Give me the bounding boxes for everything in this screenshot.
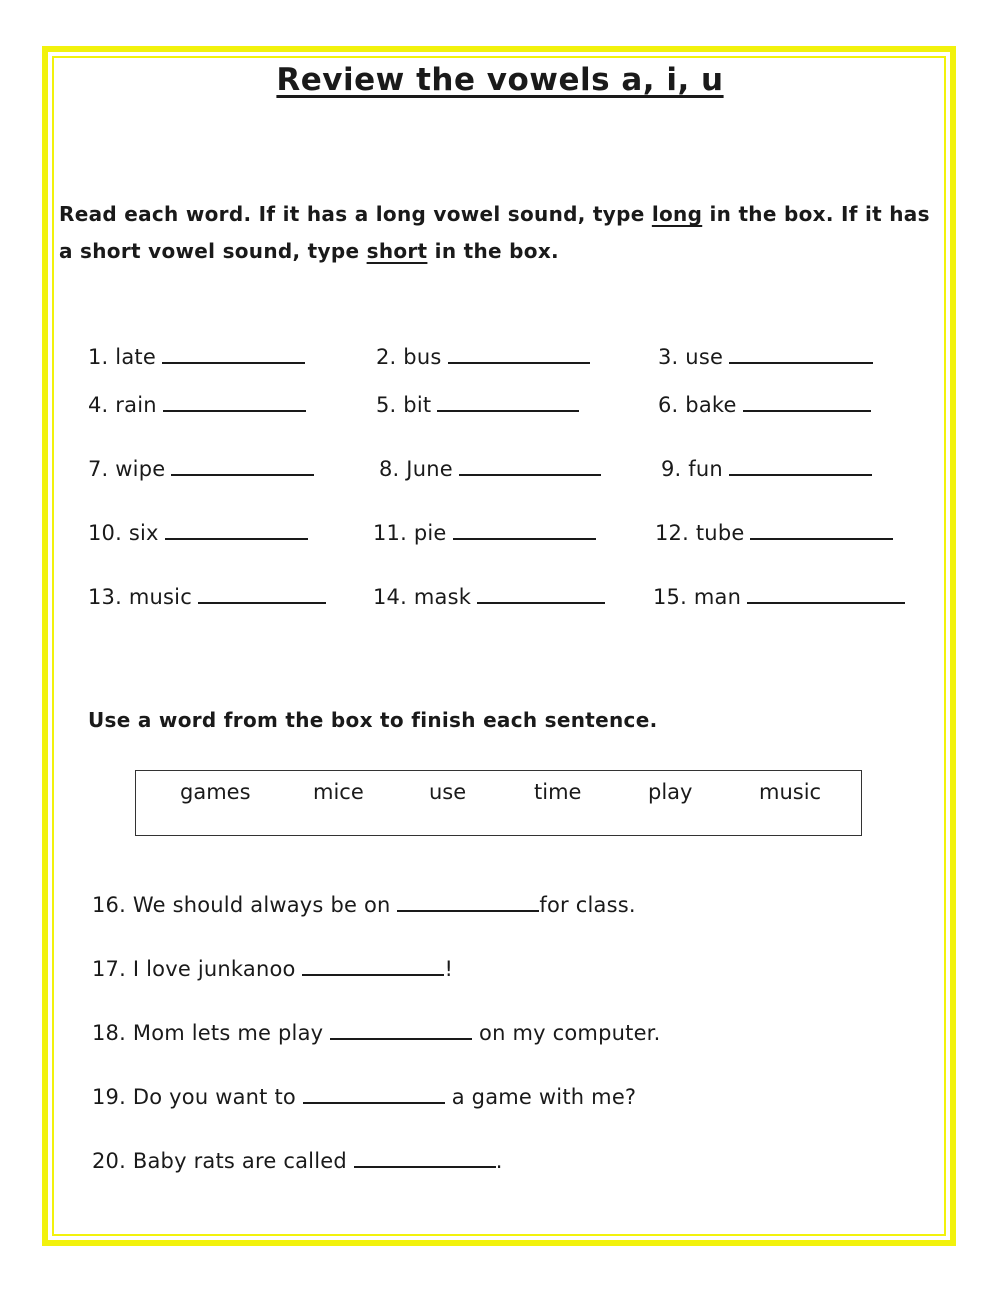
answer-blank-12[interactable] — [750, 518, 893, 540]
word-item-12 — [655, 518, 893, 545]
word-item-8 — [379, 454, 601, 481]
sentence-after: a game with me? — [444, 1085, 637, 1109]
sentence-after: . — [495, 1149, 503, 1173]
word-label: 1. late — [88, 345, 156, 369]
answer-blank-2[interactable] — [448, 342, 590, 364]
sentence-17 — [92, 954, 453, 981]
answer-blank-8[interactable] — [459, 454, 601, 476]
word-item-13 — [88, 582, 326, 609]
instructions-short: short — [366, 239, 428, 263]
word-bank-item: play — [648, 780, 693, 804]
sentence-before: 19. Do you want to — [92, 1085, 303, 1109]
sentence-18 — [92, 1018, 660, 1045]
sentence-before: 16. We should always be on — [92, 893, 398, 917]
instructions-long: long — [651, 202, 703, 226]
word-item-9 — [661, 454, 872, 481]
word-item-10 — [88, 518, 308, 545]
sentence-blank-17[interactable] — [302, 954, 444, 976]
answer-blank-9[interactable] — [729, 454, 872, 476]
word-label: 7. wipe — [88, 457, 166, 481]
sentence-after: for class. — [539, 893, 636, 917]
sentence-before: 18. Mom lets me play — [92, 1021, 331, 1045]
word-bank-item: music — [759, 780, 822, 804]
word-item-6 — [658, 390, 871, 417]
instructions-text-2: in the box. If it has — [702, 202, 930, 226]
word-bank-item: mice — [313, 780, 364, 804]
word-label: 12. tube — [655, 521, 745, 545]
section-2-instruction: Use a word from the box to finish each sentence. — [88, 708, 658, 732]
sentence-after: on my computer. — [472, 1021, 661, 1045]
sentence-19 — [92, 1082, 636, 1109]
sentence-blank-19[interactable] — [303, 1082, 445, 1104]
sentence-blank-20[interactable] — [354, 1146, 496, 1168]
instructions — [59, 196, 939, 270]
word-item-11 — [373, 518, 596, 545]
word-label: 14. mask — [373, 585, 472, 609]
word-label: 8. June — [379, 457, 453, 481]
word-label: 10. six — [88, 521, 159, 545]
word-label: 11. pie — [373, 521, 447, 545]
answer-blank-6[interactable] — [743, 390, 871, 412]
word-label: 3. use — [658, 345, 724, 369]
sentence-16 — [92, 890, 636, 917]
word-bank-item: time — [534, 780, 582, 804]
page-title: Review the vowels a, i, u — [276, 62, 724, 98]
word-label: 13. music — [88, 585, 192, 609]
word-item-1 — [88, 342, 305, 369]
word-item-14 — [373, 582, 605, 609]
sentence-20 — [92, 1146, 503, 1173]
word-bank-item: use — [429, 780, 467, 804]
sentence-blank-16[interactable] — [397, 890, 539, 912]
word-bank-item: games — [180, 780, 251, 804]
word-item-7 — [88, 454, 314, 481]
answer-blank-10[interactable] — [165, 518, 308, 540]
sentence-before: 20. Baby rats are called — [92, 1149, 354, 1173]
answer-blank-15[interactable] — [747, 582, 905, 604]
word-label: 5. bit — [376, 393, 432, 417]
word-item-3 — [658, 342, 873, 369]
word-item-5 — [376, 390, 579, 417]
answer-blank-14[interactable] — [477, 582, 605, 604]
answer-blank-1[interactable] — [162, 342, 305, 364]
word-item-15 — [653, 582, 905, 609]
word-label: 4. rain — [88, 393, 157, 417]
instructions-text-1: Read each word. If it has a long vowel sound, type — [59, 202, 652, 226]
word-label: 9. fun — [661, 457, 723, 481]
word-label: 2. bus — [376, 345, 442, 369]
word-label: 15. man — [653, 585, 742, 609]
answer-blank-11[interactable] — [453, 518, 596, 540]
answer-blank-5[interactable] — [437, 390, 579, 412]
word-label: 6. bake — [658, 393, 737, 417]
instructions-text-3: a short vowel sound, type — [59, 239, 367, 263]
sentence-blank-18[interactable] — [330, 1018, 472, 1040]
instructions-text-4: in the box. — [427, 239, 559, 263]
word-item-4 — [88, 390, 306, 417]
answer-blank-7[interactable] — [171, 454, 314, 476]
answer-blank-4[interactable] — [163, 390, 306, 412]
answer-blank-3[interactable] — [729, 342, 873, 364]
word-item-2 — [376, 342, 590, 369]
sentence-after: ! — [444, 957, 454, 981]
sentence-before: 17. I love junkanoo — [92, 957, 303, 981]
answer-blank-13[interactable] — [198, 582, 326, 604]
